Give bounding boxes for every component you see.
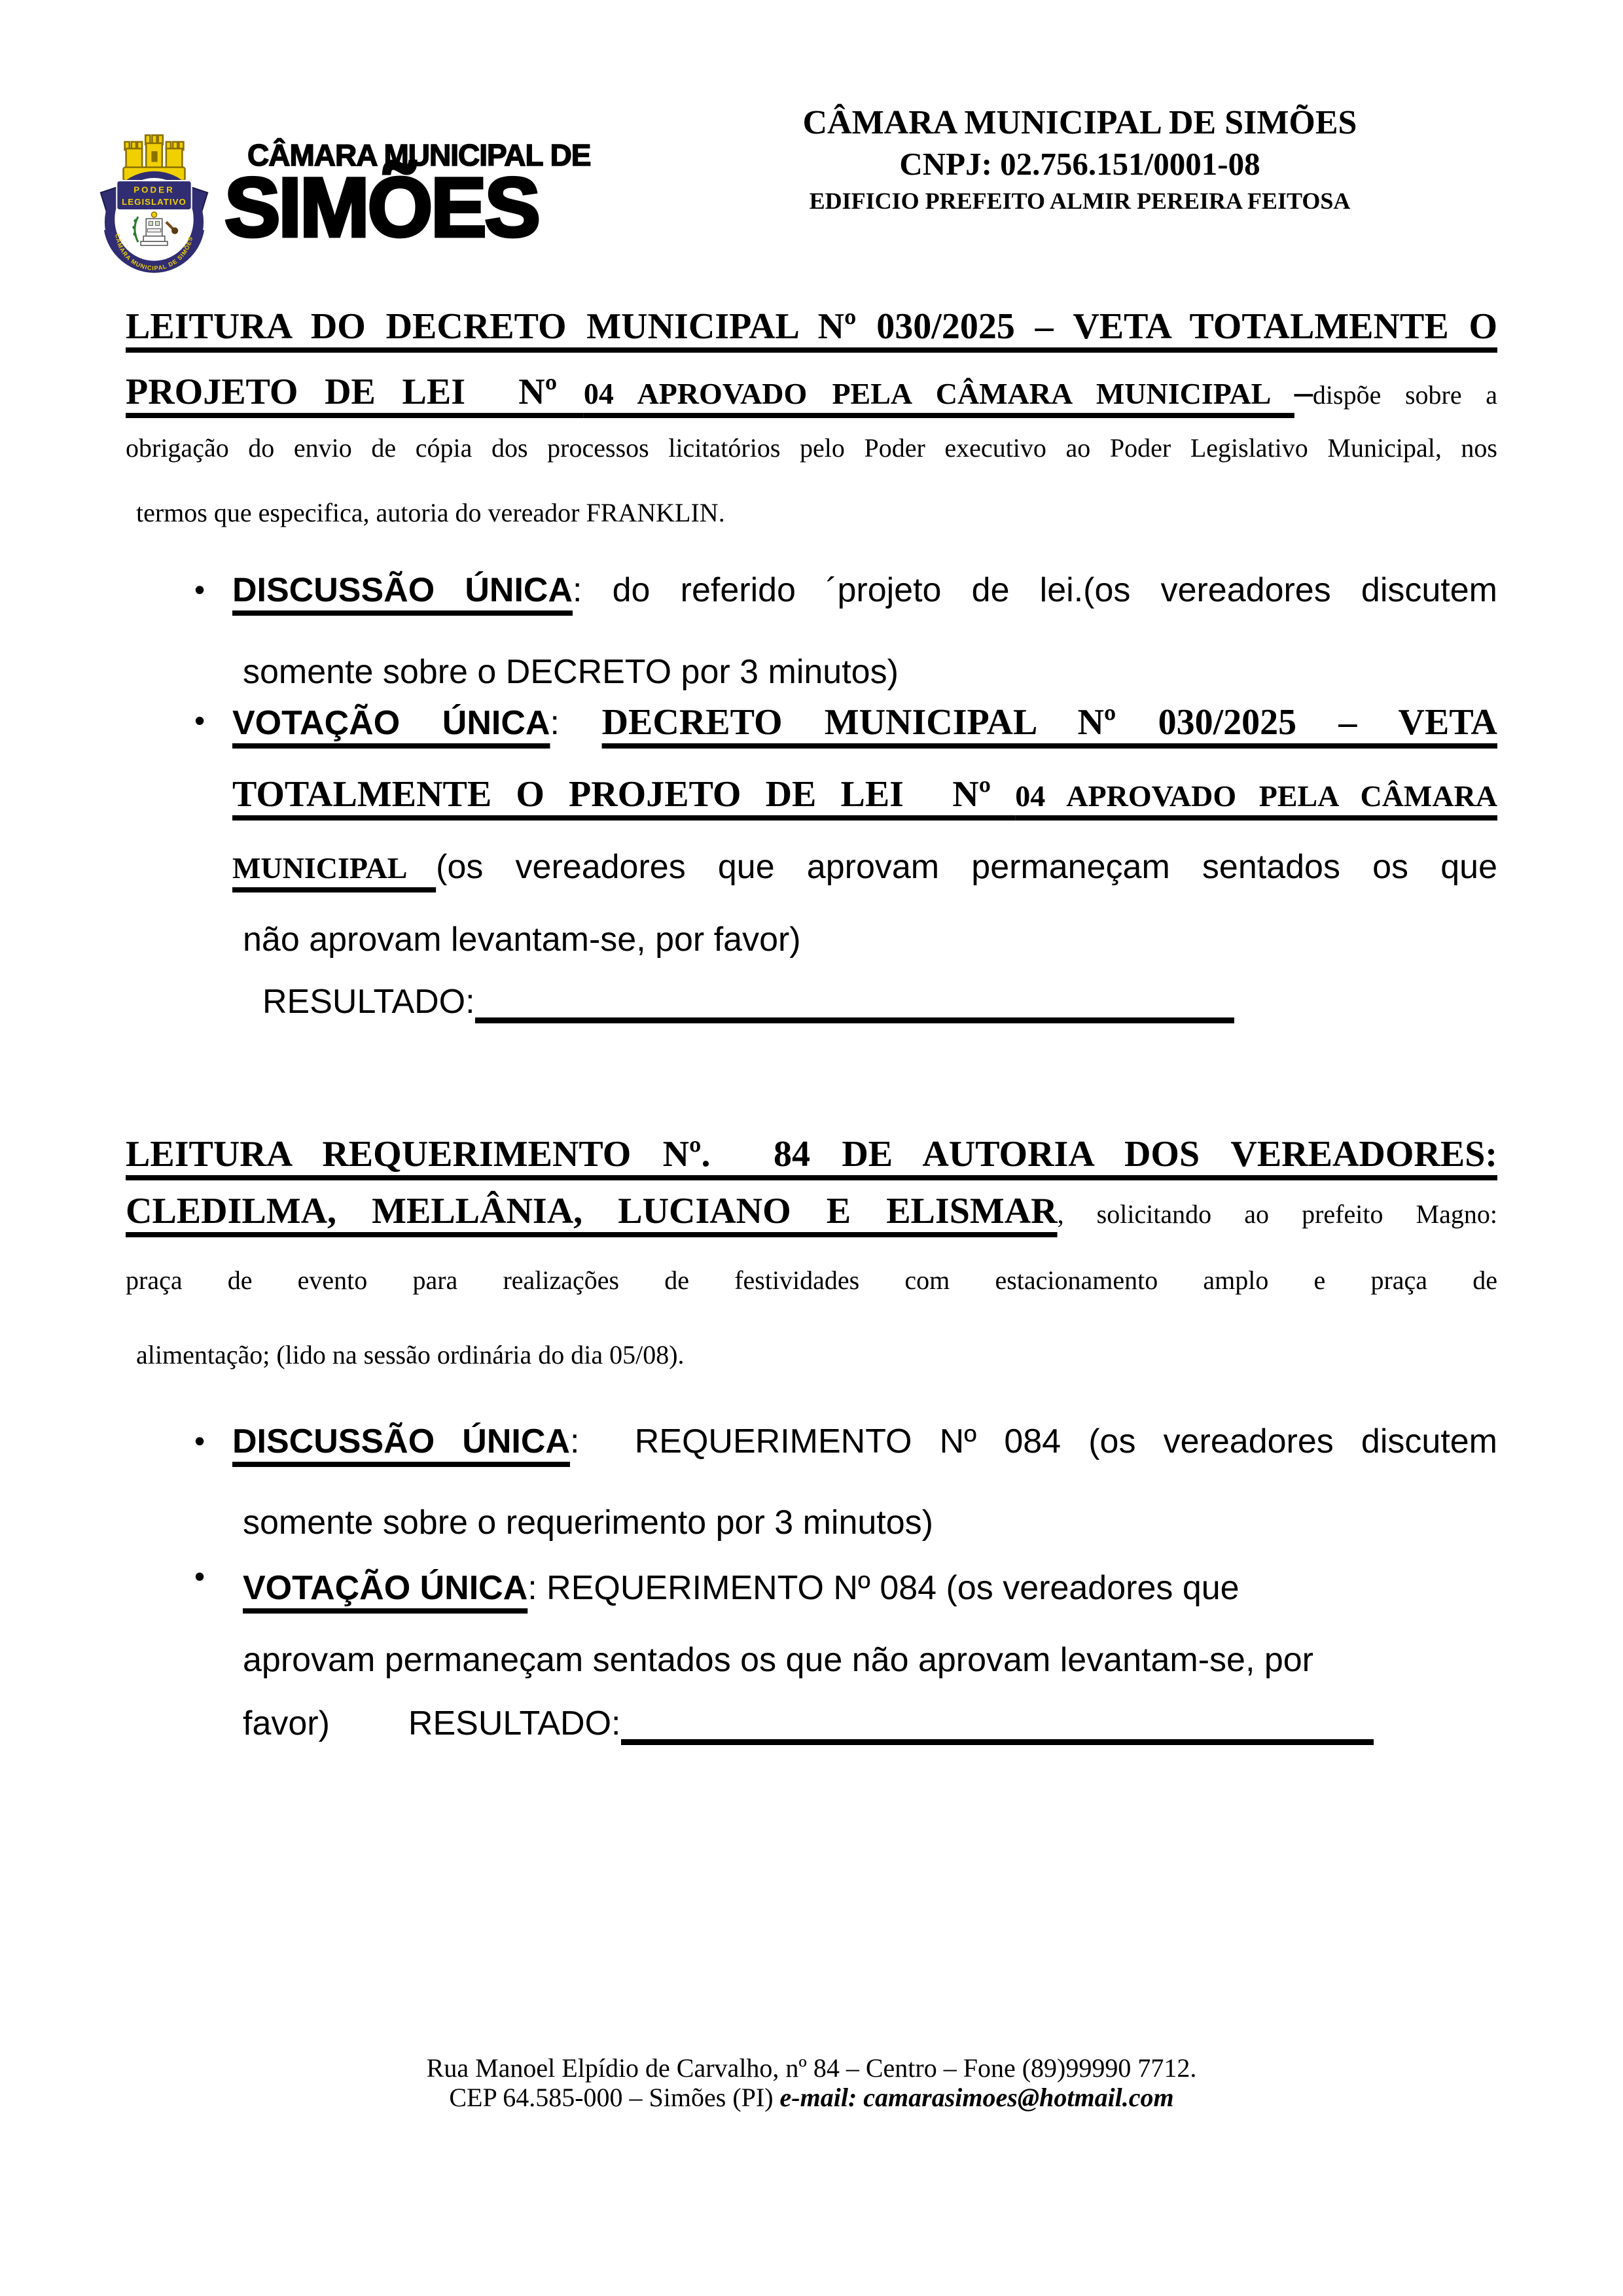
decree-voting-line1: • VOTAÇÃO ÚNICA: DECRETO MUNICIPAL Nº 030/2025 – VETA — [194, 702, 1497, 743]
decree-heading-line1: LEITURA DO DECRETO MUNICIPAL Nº 030/2025 – VETA TOTALMENTE O — [126, 306, 1497, 347]
footer-email: e-mail: camarasimoes@hotmail.com — [779, 2083, 1174, 2112]
request-discussion-line2: somente sobre o requerimento por 3 minutos) — [243, 1503, 933, 1542]
ring-text: CÂMARA MUNICIPAL DE SIMÕES — [114, 233, 194, 272]
result-blank-line — [621, 1726, 1374, 1745]
request-paragraph-line4: alimentação; (lido na sessão ordinária do dia 05/08). — [136, 1339, 685, 1369]
logo-org-line: CÂMARA MUNICIPAL DE — [247, 138, 591, 172]
request-heading-line2: CLEDILMA, MELLÂNIA, LUCIANO E ELISMAR, solicitando ao prefeito Magno: — [126, 1191, 1497, 1231]
result-label: RESULTADO: — [408, 1704, 621, 1742]
letterhead — [772, 102, 1387, 217]
request-discussion-line1: • DISCUSSÃO ÚNICA: REQUERIMENTO Nº 084 (os vereadores discutem — [194, 1422, 1497, 1460]
request-paragraph-line3: praça de evento para realizações de festividades com estacionamento amplo e praça de — [126, 1265, 1497, 1295]
decree-voting-line2: TOTALMENTE O PROJETO DE LEI Nº 04 APROVADO PELA CÂMARA — [232, 774, 1498, 815]
decree-voting-line4: não aprovam levantam-se, por favor) — [243, 920, 801, 959]
decree-paragraph-line4: termos que especifica, autoria do vereador FRANKLIN. — [136, 497, 725, 527]
decree-paragraph-line3: obrigação do envio de cópia dos processos licitatórios pelo Poder executivo ao Poder Legislativo Municipal, nos — [126, 433, 1497, 463]
request-voting-line2: aprovam permaneçam sentados os que não aprovam levantam-se, por — [243, 1640, 1313, 1679]
decree-voting-line3: MUNICIPAL (os vereadores que aprovam permaneçam sentados os que — [232, 848, 1497, 886]
request-voting-line1: • VOTAÇÃO ÚNICA: REQUERIMENTO Nº 084 (os vereadores que — [194, 1559, 1240, 1607]
letterhead-cnpj: CNPJ: 02.756.151/0001-08 — [899, 146, 1260, 182]
bullet-icon: • — [194, 1559, 205, 1593]
result-blank-line — [475, 1004, 1234, 1023]
result-label: RESULTADO: — [262, 982, 475, 1021]
footer — [0, 2053, 1623, 2112]
crest-logo — [87, 116, 221, 274]
bullet-icon: • — [194, 703, 205, 737]
motto-line1: PODER — [134, 185, 175, 195]
bullet-icon: • — [194, 573, 205, 607]
letterhead-building: EDIFICIO PREFEITO ALMIR PEREIRA FEITOSA — [809, 188, 1351, 214]
decree-heading-line2: PROJETO DE LEI Nº 04 APROVADO PELA CÂMARA MUNICIPAL –dispõe sobre a — [126, 372, 1498, 412]
footer-contact: CEP 64.585-000 – Simões (PI) e-mail: camarasimoes@hotmail.com — [449, 2083, 1174, 2112]
decree-discussion-line1: • DISCUSSÃO ÚNICA: do referido ´projeto de lei.(os vereadores discutem — [194, 571, 1497, 609]
footer-address: Rua Manoel Elpídio de Carvalho, nº 84 – Centro – Fone (89)99990 7712. — [426, 2053, 1197, 2083]
letterhead-org: CÂMARA MUNICIPAL DE SIMÕES — [802, 104, 1357, 141]
request-heading-line1: LEITURA REQUERIMENTO Nº. 84 DE AUTORIA DOS VEREADORES: — [126, 1134, 1497, 1174]
decree-voting-result-line — [252, 973, 1234, 1031]
motto-line2: LEGISLATIVO — [122, 196, 187, 207]
bullet-icon: • — [194, 1424, 205, 1458]
request-voting-result-line: favor) RESULTADO: — [232, 1695, 1497, 1752]
decree-discussion-line2: somente sobre o DECRETO por 3 minutos) — [243, 652, 899, 691]
logo-city-name: SIMÕES — [224, 161, 539, 255]
